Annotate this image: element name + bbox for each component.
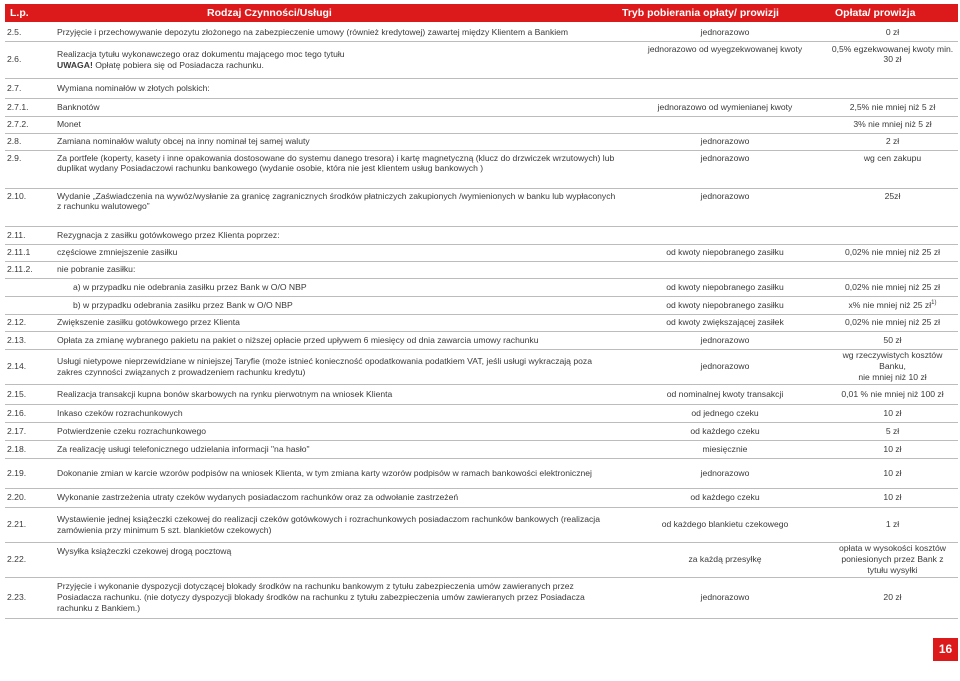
row-fee: wg cen zakupu (827, 150, 958, 188)
table-row (5, 116, 958, 133)
table-row (5, 24, 958, 41)
warning-label: UWAGA! (57, 59, 93, 70)
row-description-line: Realizacja tytułu wykonawczego oraz dokumentu mającego moc tego tytułu (57, 48, 345, 59)
table-row (5, 78, 958, 98)
table-row (5, 507, 958, 542)
row-fee (827, 542, 958, 577)
row-mode: jednorazowo od wyegzekwowanej kwoty (623, 41, 827, 78)
row-fee: 2 zł (827, 133, 958, 150)
row-description: Inkaso czeków rozrachunkowych (53, 404, 623, 422)
table-row (5, 261, 958, 278)
row-description: Usługi nietypowe nieprzewidziane w niniejszej Taryfie (może istnieć konieczność opodatkowania podatkiem VAT, jeśli usługi wykraczają poza zakres czynności związanych z prowadzeniem rachunku kredytu) (53, 349, 623, 384)
row-fee (827, 349, 958, 384)
table-row (5, 542, 958, 577)
row-description: Zamiana nominałów waluty obcej na inny nominał tej samej waluty (53, 133, 623, 150)
table-row (5, 577, 958, 618)
table-row (5, 331, 958, 349)
row-fee: 10 zł (827, 488, 958, 507)
row-mode: jednorazowo od wymienianej kwoty (623, 98, 827, 116)
row-fee: 10 zł (827, 404, 958, 422)
row-fee: 0,02% nie mniej niż 25 zł (827, 314, 958, 331)
footnote-marker: 1) (931, 299, 937, 306)
row-mode: od kwoty niepobranego zasiłku (623, 244, 827, 261)
row-number: 2.10. (5, 188, 53, 226)
row-description: Realizacja transakcji kupna bonów skarbowych na rynku pierwotnym na wniosek Klienta (53, 384, 623, 404)
row-number: 2.18. (5, 440, 53, 458)
row-mode: od nominalnej kwoty transakcji (623, 384, 827, 404)
row-fee-value: x% nie mniej niż 25 zł (848, 299, 932, 310)
row-description: nie pobranie zasiłku: (53, 261, 623, 278)
row-number: 2.9. (5, 150, 53, 188)
row-number: 2.16. (5, 404, 53, 422)
row-fee: 5 zł (827, 422, 958, 440)
table-row (5, 349, 958, 384)
row-fee: 0,02% nie mniej niż 25 zł (827, 244, 958, 261)
row-fee-line: opłata w wysokości kosztów (839, 543, 946, 554)
row-description: Potwierdzenie czeku rozrachunkowego (53, 422, 623, 440)
table-row (5, 41, 958, 78)
row-description: Wymiana nominałów w złotych polskich: (53, 78, 623, 98)
row-fee: 0,5% egzekwowanej kwoty min. 30 zł (827, 41, 958, 78)
table-row (5, 458, 958, 488)
table-row (5, 384, 958, 404)
row-mode: jednorazowo (623, 188, 827, 226)
row-fee: 10 zł (827, 440, 958, 458)
row-number: 2.20. (5, 488, 53, 507)
page-number: 16 (933, 638, 958, 661)
row-number: 2.23. (5, 577, 53, 618)
row-fee: 1 zł (827, 507, 958, 542)
header-lp: L.p. (10, 7, 29, 19)
row-fee: 0,02% nie mniej niż 25 zł (827, 278, 958, 296)
table-row (5, 404, 958, 422)
row-fee: 25zł (827, 188, 958, 226)
row-mode: od każdego czeku (623, 422, 827, 440)
row-description: Rezygnacja z zasiłku gotówkowego przez Klienta poprzez: (53, 226, 623, 244)
row-description: Dokonanie zmian w karcie wzorów podpisów na wniosek Klienta, w tym zmiana karty wzorów podpisów w ramach bankowości elektronicznej (53, 458, 623, 488)
row-mode: jednorazowo (623, 458, 827, 488)
row-number: 2.21. (5, 507, 53, 542)
row-fee: 2,5% nie mniej niż 5 zł (827, 98, 958, 116)
row-mode: od kwoty zwiększającej zasiłek (623, 314, 827, 331)
table-row (5, 314, 958, 331)
row-description: Monet (53, 116, 623, 133)
table-row (5, 98, 958, 116)
table-row (5, 133, 958, 150)
row-mode: od każdego czeku (623, 488, 827, 507)
row-description: Wystawienie jednej książeczki czekowej do realizacji czeków gotówkowych i rozrachunkowych posiadaczom rachunków bankowych (realizacja zamówienia przy minimum 5 szt. blankietów czekowych) (53, 507, 623, 542)
row-number: 2.13. (5, 331, 53, 349)
row-number: 2.6. (5, 41, 53, 78)
table-row (5, 278, 958, 296)
row-mode: jednorazowo (623, 24, 827, 41)
row-description: Wydanie „Zaświadczenia na wywóz/wysłanie za granicę zagranicznych środków płatniczych zakupionych /wymienionych w banku lub wypłaconych z rachunku walutowego” (53, 188, 623, 226)
row-mode: jednorazowo (623, 577, 827, 618)
row-mode: jednorazowo (623, 331, 827, 349)
row-mode: jednorazowo (623, 349, 827, 384)
table-row (5, 440, 958, 458)
table-row (5, 188, 958, 226)
row-number: 2.7. (5, 78, 53, 98)
table-row (5, 422, 958, 440)
row-number: 2.11.2. (5, 261, 53, 278)
row-fee-line: wg rzeczywistych kosztów Banku, (842, 350, 943, 372)
row-fee: 0 zł (827, 24, 958, 41)
row-fee: 50 zł (827, 331, 958, 349)
row-description: a) w przypadku nie odebrania zasiłku przez Bank w O/O NBP (53, 278, 623, 296)
row-mode: od kwoty niepobranego zasiłku (623, 278, 827, 296)
row-fee (827, 296, 958, 314)
row-description (53, 41, 623, 78)
table-row (5, 488, 958, 507)
row-number: 2.12. (5, 314, 53, 331)
row-description: Wysyłka książeczki czekowej drogą pocztową (53, 542, 623, 577)
row-mode: miesięcznie (623, 440, 827, 458)
row-number: 2.7.1. (5, 98, 53, 116)
row-number: 2.17. (5, 422, 53, 440)
row-description: Wykonanie zastrzeżenia utraty czeków wydanych posiadaczom rachunków oraz za odwołanie zastrzeżeń (53, 488, 623, 507)
row-number: 2.11. (5, 226, 53, 244)
row-description: b) w przypadku odebrania zasiłku przez Bank w O/O NBP (53, 296, 623, 314)
row-description: Przyjęcie i przechowywanie depozytu złożonego na zabezpieczenie umowy (również kredytowej) zawartej między Klientem a Bankiem (53, 24, 623, 41)
header-fee: Opłata/ prowizja (835, 7, 916, 19)
row-mode: od jednego czeku (623, 404, 827, 422)
row-mode: od każdego blankietu czekowego (623, 507, 827, 542)
row-fee: 10 zł (827, 458, 958, 488)
row-fee-line: nie mniej niż 10 zł (858, 371, 927, 382)
row-description: Za portfele (koperty, kasety i inne opakowania dostosowane do systemu danego tresora) i kartę magnetyczną (klucz do drzwiczek wrzutowych) lub duplikat wydany Posiadaczowi rachunku bankowego (wydanie osobie, która nie jest klientem usług bankowych ) (53, 150, 623, 188)
row-description: Przyjęcie i wykonanie dyspozycji dotyczącej blokady środków na rachunku bankowym z tytułu zabezpieczenia umów zawieranych przez Posiadacza rachunku. (nie dotyczy dyspozycji blokady środków na rachunku z tytułu zabezpieczenia umów zawieranych przez Posiadacza rachunku z Bankiem.) (53, 577, 623, 618)
row-description: częściowe zmniejszenie zasiłku (53, 244, 623, 261)
row-description: Opłata za zmianę wybranego pakietu na pakiet o niższej opłacie przed upływem 6 miesięcy od dnia zawarcia umowy rachunku (53, 331, 623, 349)
row-number: 2.14. (5, 349, 53, 384)
row-number: 2.7.2. (5, 116, 53, 133)
row-fee: 20 zł (827, 577, 958, 618)
header-activity: Rodzaj Czynności/Usługi (207, 7, 332, 19)
row-mode: od kwoty niepobranego zasiłku (623, 296, 827, 314)
table-row (5, 226, 958, 244)
table-row (5, 244, 958, 261)
fee-table (5, 24, 958, 619)
row-description-note: Opłatę pobiera się od Posiadacza rachunku. (92, 59, 264, 70)
row-mode: za każdą przesyłkę (623, 542, 827, 577)
row-description: Zwiększenie zasiłku gotówkowego przez Klienta (53, 314, 623, 331)
row-number: 2.11.1 (5, 244, 53, 261)
table-row (5, 150, 958, 188)
row-number: 2.8. (5, 133, 53, 150)
row-number: 2.19. (5, 458, 53, 488)
row-fee: 0,01 % nie mniej niż 100 zł (827, 384, 958, 404)
row-description: Za realizację usługi telefonicznego udzielania informacji "na hasło" (53, 440, 623, 458)
row-fee-line: poniesionych przez Bank z tytułu wysyłki (841, 554, 944, 575)
row-number: 2.5. (5, 24, 53, 41)
row-mode: jednorazowo (623, 133, 827, 150)
row-number: 2.22. (5, 542, 53, 577)
row-mode: jednorazowo (623, 150, 827, 188)
row-fee: 3% nie mniej niż 5 zł (827, 116, 958, 133)
row-number: 2.15. (5, 384, 53, 404)
row-description: Banknotów (53, 98, 623, 116)
table-header (5, 4, 958, 22)
table-row (5, 296, 958, 314)
header-mode: Tryb pobierania opłaty/ prowizji (622, 7, 779, 19)
